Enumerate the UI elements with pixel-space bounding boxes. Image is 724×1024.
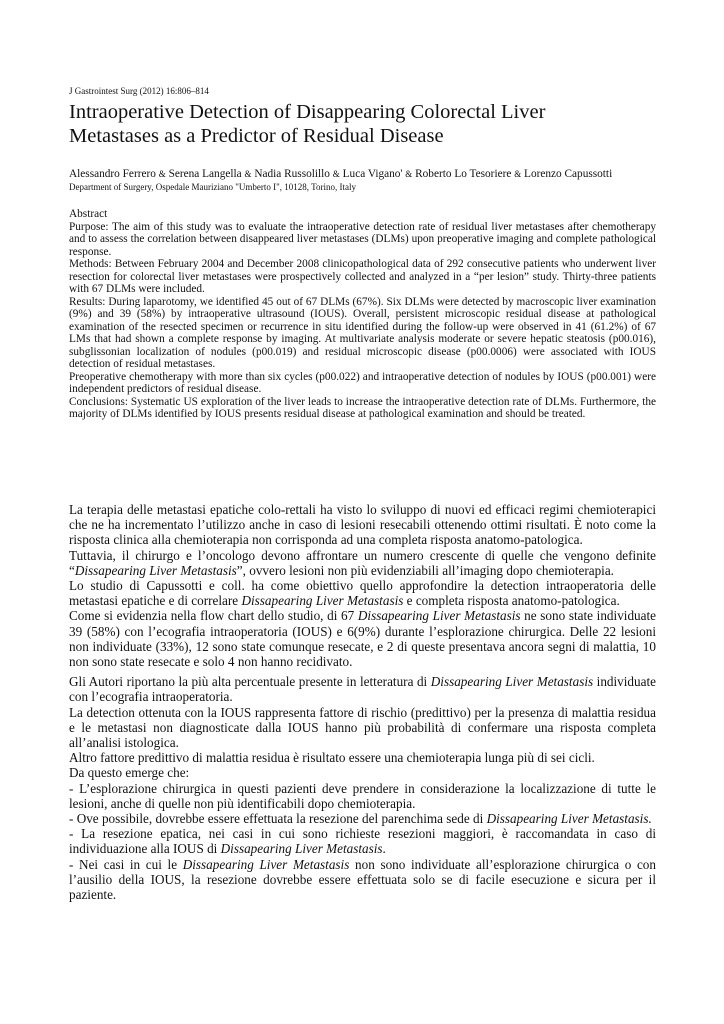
commentary-paragraph: [69, 608, 656, 669]
recommendation-item: - L’esplorazione chirurgica in questi pazienti deve prendere in considerazione la localizzazione di tutte le lesioni, anche di quelle non più identificabili dopo chemioterapia.: [69, 780, 656, 811]
term-emphasis: Dissapearing Liver Metastasis: [74, 562, 237, 578]
author-separator: &: [332, 169, 340, 179]
commentary-paragraph: [69, 548, 656, 578]
commentary-paragraph: Da questo emerge che:: [69, 765, 190, 781]
term-emphasis: Dissapearing Liver Metastasis: [182, 856, 350, 872]
author-affiliation: Department of Surgery, Ospedale Mauriziano "Umberto I", 10128, Torino, Italy: [69, 182, 356, 192]
text-run: .: [382, 841, 386, 857]
author-name: Alessandro Ferrero: [69, 168, 156, 180]
author-name: Roberto Lo Tesoriere: [415, 168, 512, 180]
commentary-paragraph: [69, 674, 656, 704]
abstract-methods: Methods: Between February 2004 and December 2008 clinicopathological data of 292 consecutive patients who underwent liver resection for colorectal liver metastases were prospectively collected and analyzed in a “per lesion” study. Thirty-three patients with 67 DLMs were included.: [69, 258, 656, 295]
author-list: [69, 168, 656, 181]
text-run: Come si evidenzia nella flow chart dello studio, di 67: [69, 608, 358, 624]
text-run: Lo studio di Capussotti e coll. ha come obiettivo quello approfondire la detection intraoperatoria delle metastasi epatiche e di correlare: [69, 578, 656, 609]
author-name: Luca Vigano': [342, 168, 403, 180]
commentary-paragraph: [69, 578, 656, 608]
abstract-conclusions: Conclusions: Systematic US exploration of the liver leads to increase the intraoperative detection rate of DLMs. Furthermore, the majority of DLMs identified by IOUS presents residual disease at pathological examination and should be treated.: [69, 395, 656, 420]
author-separator: &: [158, 169, 166, 179]
commentary-paragraph: La detection ottenuta con la IOUS rappresenta fattore di rischio (predittivo) per la presenza di malattia residua e le metastasi non diagnosticate dalla IOUS hanno più probabilità di confermare una risposta completa all’analisi istologica.: [69, 704, 656, 751]
author-name: Serena Langella: [168, 168, 242, 180]
abstract-heading: Abstract: [69, 208, 108, 220]
abstract-purpose: Purpose: The aim of this study was to evaluate the intraoperative detection rate of residual liver metastases after chemotherapy and to assess the correlation between disappeared liver metastases (DLMs) upon preoperative imaging and complete pathological response.: [69, 220, 656, 258]
term-emphasis: Dissapearing Liver Metastasis.: [486, 811, 652, 827]
text-run: non sono individuate all’esplorazione chirurgica o con l’ausilio della IOUS, la resezione dovrebbe essere effettuata solo se di facile esecuzione e sicura per il paziente.: [69, 856, 656, 903]
author-name: Lorenzo Capussotti: [524, 168, 613, 180]
text-run: ne sono state individuate 39 (58%) con l’ecografia intraoperatoria (IOUS) e 6(9%) durante l’esplorazione chirurgica. Delle 22 lesioni non individuate (33%), 12 sono state comunque resecate, e 2 di queste presentava ancora segni di malattia, 10 non sono state resecate e solo 4 non hanno recidivato.: [69, 608, 657, 670]
commentary-paragraph: Altro fattore predittivo di malattia residua è risultato essere una chemioterapia lunga più di sei cicli.: [69, 750, 595, 766]
term-emphasis: Dissapearing Liver Metastasis: [357, 608, 521, 624]
abstract-results: Results: During laparotomy, we identified 45 out of 67 DLMs (67%). Six DLMs were detected by macroscopic liver examination (9%) and 39 (58%) by intraoperative ultrasound (IOUS). Overall, persistent microscopic residual disease at pathological examination of the resected specimen or recurrence in situ identified during the follow-up were observed in 41 (61.2%) of 67 LMs that had shown a complete response by imaging. At multivariate analysis moderate or severe hepatic steatosis (p00.016), subglissonian localization of nodules (p00.019) and residual microscopic disease (p00.0006) were associated with IOUS detection of residual metastases.: [69, 295, 656, 370]
journal-citation: J Gastrointest Surg (2012) 16:806–814: [69, 86, 209, 96]
text-run: e completa risposta anatomo-patologica.: [403, 593, 620, 609]
abstract-section: [69, 208, 656, 421]
text-run: - La resezione epatica, nei casi in cui sono richieste resezioni maggiori, è raccomandata in caso di individuazione alla IOUS di: [69, 826, 656, 857]
author-separator: &: [405, 169, 413, 179]
commentary-section: [69, 502, 656, 902]
commentary-paragraph: La terapia delle metastasi epatiche colo-rettali ha visto lo sviluppo di nuovi ed efficaci regimi chemioterapici che ne ha incrementato l’utilizzo anche in caso di lesioni resecabili ottenendo ottimi risultati. È noto come la risposta clinica alla chemioterapia non corrisponda ad una completa risposta anatomo-patologica.: [69, 502, 656, 548]
text-run: individuate con l’ecografia intraoperatoria.: [69, 674, 656, 705]
text-run: - Ove possibile, dovrebbe essere effettuata la resezione del parenchima sede di: [69, 811, 487, 827]
text-run: ”, ovvero lesioni non più evidenziabili all’imaging dopo chemioterapia.: [236, 562, 614, 578]
recommendation-item: [69, 826, 656, 856]
text-run: Gli Autori riportano la più alta percentuale presente in letteratura di: [69, 674, 431, 690]
text-run: - Nei casi in cui le: [69, 856, 183, 872]
title-line-2: Metastases as a Predictor of Residual Disease: [69, 125, 444, 147]
article-title: [69, 100, 656, 148]
recommendation-item: [69, 811, 656, 826]
term-emphasis: Dissapearing Liver Metastasis: [241, 593, 404, 609]
title-line-1: Intraoperative Detection of Disappearing Colorectal Liver: [69, 101, 546, 123]
author-name: Nadia Russolillo: [254, 168, 330, 180]
text-run: Tuttavia, il chirurgo e l’oncologo devono affrontare un numero crescente di quelle che vengono definite “: [69, 547, 656, 578]
article-header-section: [69, 86, 656, 421]
abstract-chemotherapy: Preoperative chemotherapy with more than six cycles (p00.022) and intraoperative detection of nodules by IOUS (p00.001) were independent predictors of residual disease.: [69, 370, 656, 395]
author-separator: &: [514, 169, 522, 179]
author-separator: &: [244, 169, 252, 179]
term-emphasis: Dissapearing Liver Metastasis: [220, 841, 383, 857]
recommendation-item: [69, 857, 656, 903]
term-emphasis: Dissapearing Liver Metastasis: [430, 674, 594, 690]
